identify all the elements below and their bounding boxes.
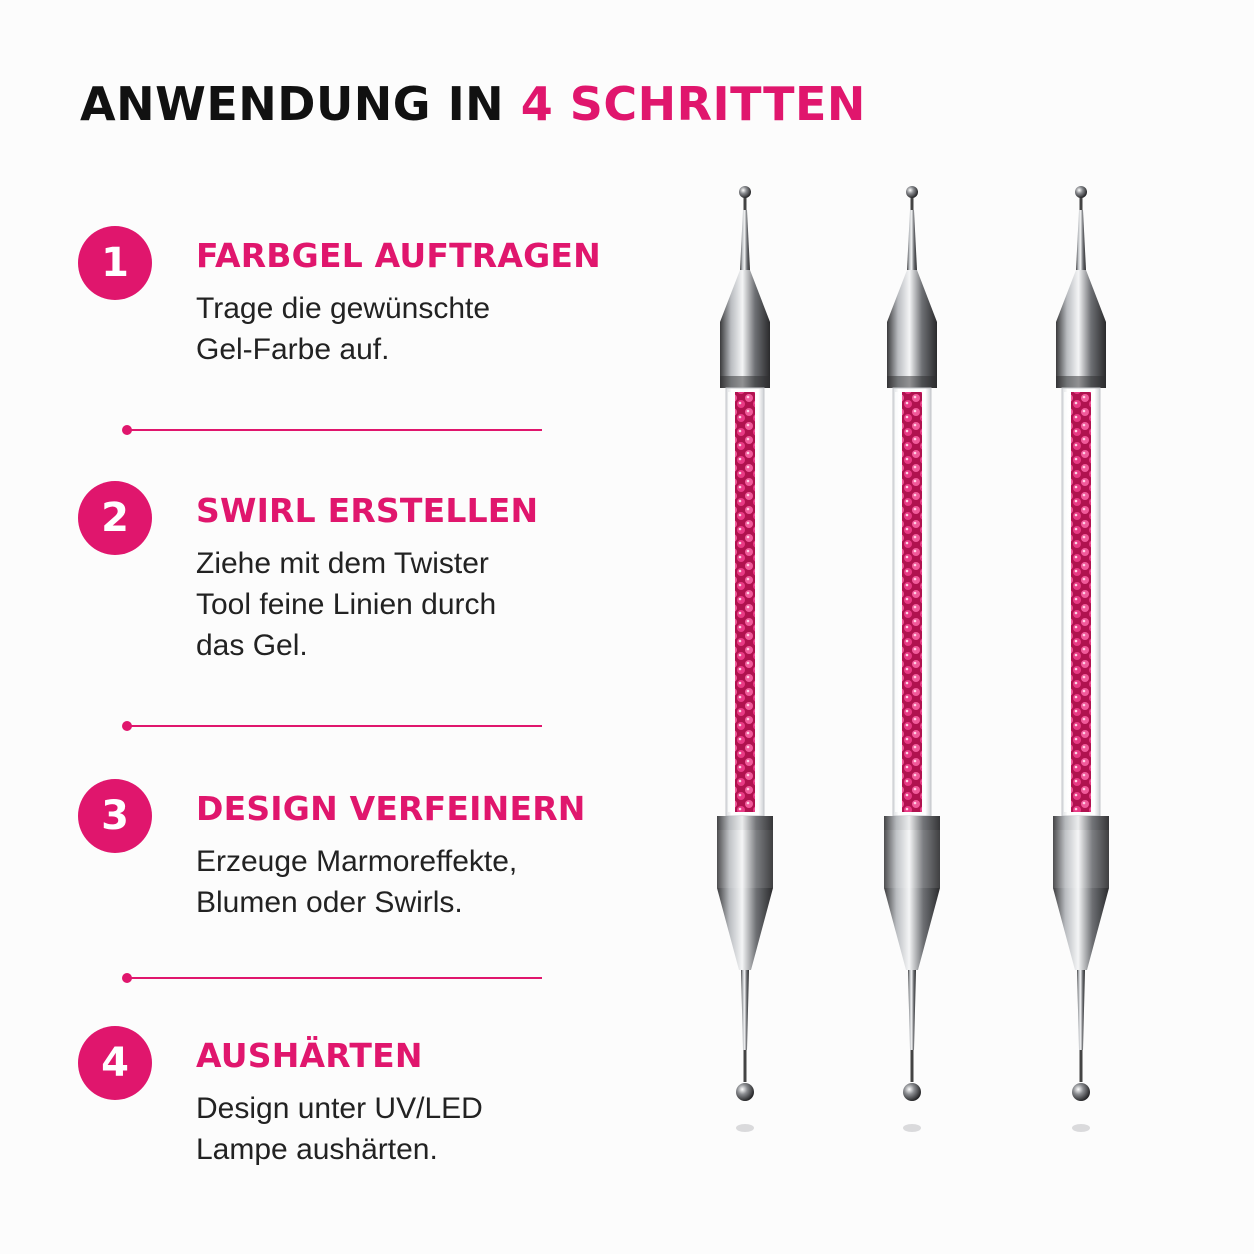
dotting-tool: [1053, 186, 1109, 1132]
step-title: AUSHÄRTEN: [196, 1036, 423, 1075]
title-main: ANWENDUNG IN: [80, 77, 505, 131]
title-accent: 4 SCHRITTEN: [520, 77, 866, 131]
dotting-tool: [717, 186, 773, 1132]
dotting-tools-image: [640, 170, 1254, 1170]
step-description: Erzeuge Marmoreffekte, Blumen oder Swirls.: [196, 845, 518, 919]
step-divider: [124, 725, 542, 727]
step-description: Trage die gewünschte Gel-Farbe auf.: [196, 292, 491, 366]
step-number-badge: 2: [78, 481, 152, 555]
step-description: Design unter UV/LED Lampe aushärten.: [196, 1092, 483, 1166]
step-number-badge: 1: [78, 226, 152, 300]
step-title: SWIRL ERSTELLEN: [196, 491, 539, 530]
step-number-badge: 4: [78, 1026, 152, 1100]
dotting-tool: [884, 186, 940, 1132]
page-title: [80, 74, 866, 134]
step-number-badge: 3: [78, 779, 152, 853]
step-divider: [124, 977, 542, 979]
step-title: DESIGN VERFEINERN: [196, 789, 586, 828]
step-title: FARBGEL AUFTRAGEN: [196, 236, 601, 275]
step-description: Ziehe mit dem Twister Tool feine Linien durch das Gel.: [196, 547, 497, 662]
step-divider: [124, 429, 542, 431]
